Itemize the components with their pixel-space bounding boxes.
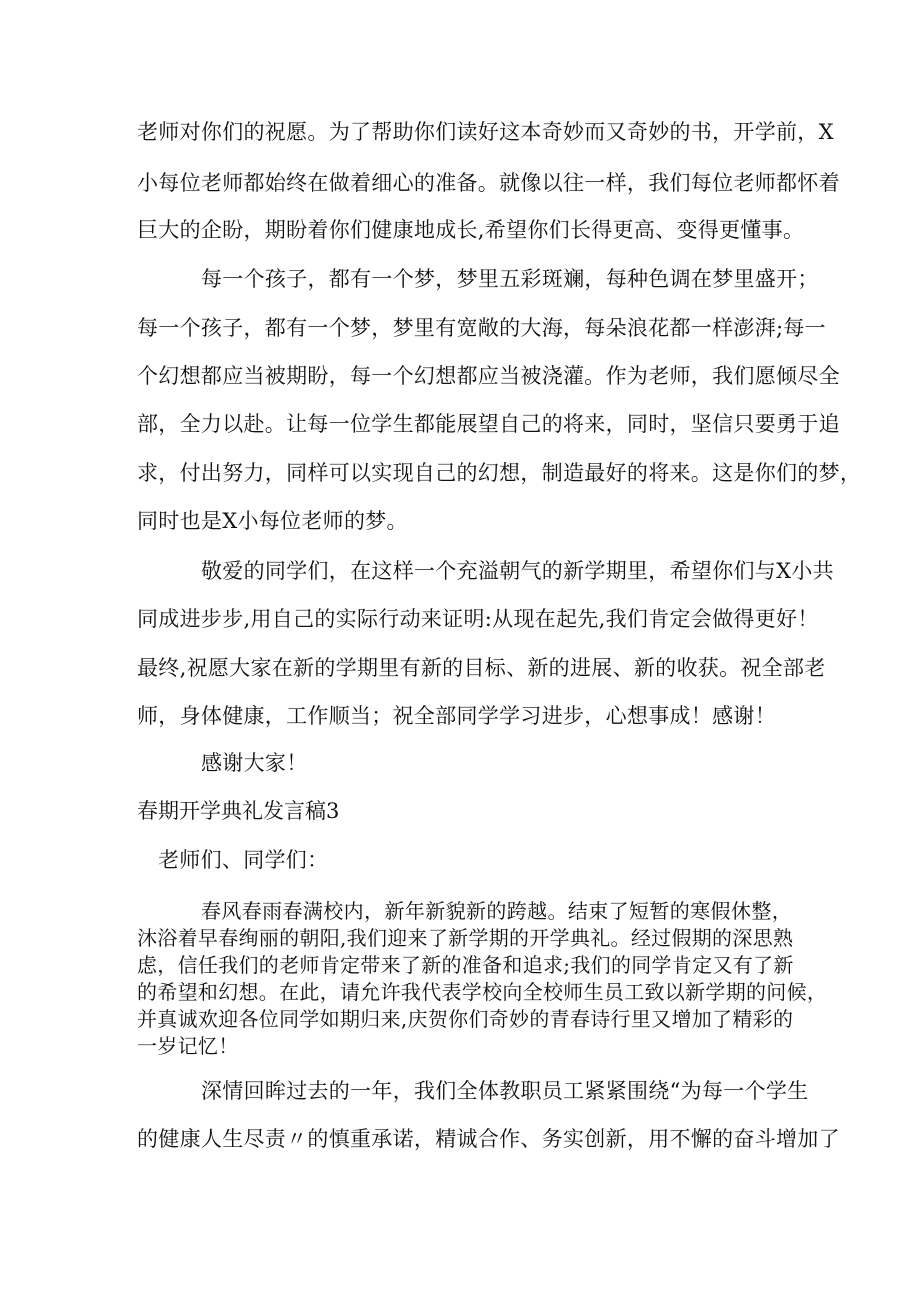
salutation: 老师们、同学们： [158, 848, 329, 872]
paragraph-5-line-2: 的健康人生尽责〃的慎重承诺，精诚合作、务实创新，用不懈的奋斗增加了 [137, 1127, 840, 1151]
paragraph-3-line-3: 最终,祝愿大家在新的学期里有新的目标、新的进展、新的收获。祝全部老 [137, 656, 826, 680]
paragraph-2-line-6: 同时也是X小每位老师的梦。 [137, 509, 408, 533]
paragraph-1-line-2: 小每位老师都始终在做着细心的准备。就像以往一样，我们每位老师都怀着 [137, 171, 840, 195]
paragraph-1-line-3: 巨大的企盼，期盼着你们健康地成长,希望你们长得更高、变得更懂事。 [137, 218, 805, 242]
paragraph-3-line-2: 同成进步步,用自己的实际行动来证明:从现在起先,我们肯定会做得更好！ [137, 607, 819, 631]
paragraph-2-line-2: 每一个孩子，都有一个梦，梦里有宽敞的大海，每朵浪花都一样澎湃;每一 [137, 316, 826, 340]
paragraph-4-line-2: 沐浴着早春绚丽的朝阳,我们迎来了新学期的开学典礼。经过假期的深思熟 [137, 926, 794, 950]
paragraph-3-line-1: 敬爱的同学们，在这样一个充溢朝气的新学期里，希望你们与X小共 [201, 559, 834, 583]
paragraph-4-line-1: 春风春雨春满校内，新年新貌新的跨越。结束了短暂的寒假休整， [201, 899, 792, 923]
paragraph-5-line-1: 深情回眸过去的一年，我们全体教职员工紧紧围绕“为每一个学生 [201, 1079, 809, 1103]
paragraph-4-line-4: 的希望和幻想。在此，请允许我代表学校向全校师生员工致以新学期的问候， [137, 980, 828, 1004]
paragraph-4-line-6: 一岁记忆！ [137, 1034, 239, 1058]
paragraph-1-line-1: 老师对你们的祝愿。为了帮助你们读好这本奇妙而又奇妙的书，开学前，X [137, 120, 834, 144]
paragraph-2-line-1: 每一个孩子，都有一个梦，梦里五彩斑斓，每种色调在梦里盛开； [201, 267, 819, 291]
thanks-line: 感谢大家！ [201, 751, 308, 775]
paragraph-2-line-5: 求，付出努力，同样可以实现自己的幻想，制造最好的将来。这是你们的梦， [137, 461, 862, 485]
paragraph-3-line-4: 师，身体健康，工作顺当；祝全部同学学习进步，心想事成！感谢！ [137, 704, 776, 728]
paragraph-2-line-4: 部，全力以赴。让每一位学生都能展望自己的将来，同时，坚信只要勇于追 [137, 412, 840, 436]
paragraph-4-line-3: 虑，信任我们的老师肯定带来了新的准备和追求;我们的同学肯定又有了新 [137, 953, 794, 977]
section-heading: 春期开学典礼发言稿3 [137, 799, 340, 823]
paragraph-4-line-5: 并真诚欢迎各位同学如期归来,庆贺你们奇妙的青春诗行里又增加了精彩的 [137, 1007, 794, 1031]
paragraph-2-line-3: 个幻想都应当被期盼，每一个幻想都应当被浇灌。作为老师，我们愿倾尽全 [137, 364, 840, 388]
